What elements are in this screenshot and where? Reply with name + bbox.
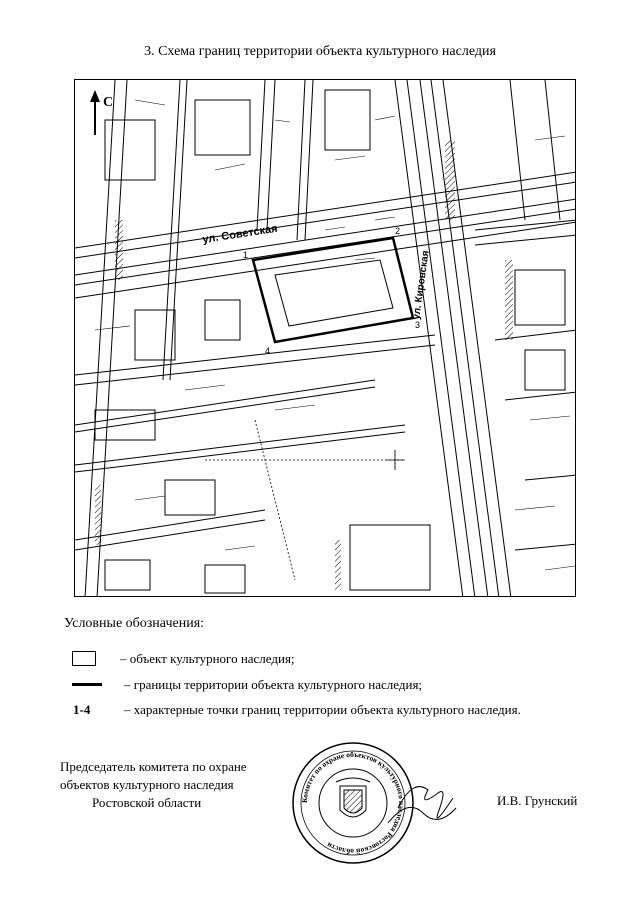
territory-boundary: [253, 238, 413, 342]
heritage-object-outline: [275, 260, 393, 326]
street-label-sovetskaya: ул. Советская: [201, 222, 279, 246]
cadastral-map-drawing: [75, 80, 576, 597]
signatory-position: [60, 758, 247, 812]
boundary-point-3: 3: [415, 320, 421, 330]
boundary-point-2: 2: [395, 226, 401, 236]
north-arrow-icon: [90, 90, 100, 135]
signatory-name: И.В. Грунский: [497, 793, 578, 808]
legend-heading: Условные обозначения:: [64, 616, 205, 631]
legend-text-boundary: – границы территории объекта культурного наследия;: [124, 677, 423, 692]
position-line-3: Ростовской области: [92, 795, 202, 810]
position-line-1: Председатель комитета по охране: [60, 759, 247, 774]
position-line-2: объектов культурного наследия: [60, 777, 234, 792]
north-label: С: [103, 95, 114, 110]
territory-map: [74, 79, 576, 597]
legend-symbol-thick-line: [72, 683, 102, 686]
boundary-point-4: 4: [265, 346, 271, 356]
street-label-kirovskaya: ул. Кировская: [411, 249, 432, 321]
coat-of-arms-icon: [336, 778, 370, 817]
legend-text-object: – объект культурного наследия;: [120, 651, 295, 666]
boundary-point-1: 1: [243, 250, 249, 260]
document-title: 3. Схема границ территории объекта культурного наследия: [144, 44, 496, 59]
seal-text: Комитет по охране объектов культурного наследия Ростовской области: [299, 749, 407, 857]
official-seal: [288, 738, 458, 868]
legend-symbol-points: 1-4: [73, 702, 91, 717]
legend-symbol-rectangle: [72, 651, 96, 666]
legend-text-points: – характерные точки границ территории объекта культурного наследия.: [124, 702, 521, 717]
